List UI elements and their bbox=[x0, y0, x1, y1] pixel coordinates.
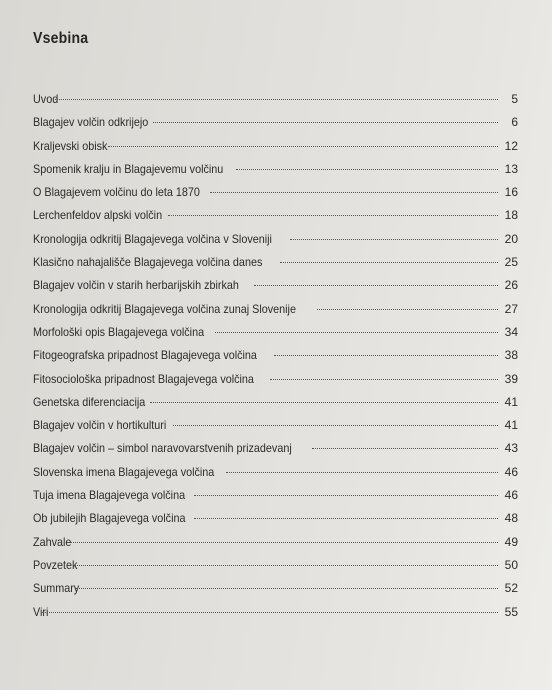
toc-entry bbox=[33, 535, 518, 558]
toc-entry-page-number: 49 bbox=[504, 534, 518, 549]
toc-entry-page-number: 55 bbox=[504, 604, 518, 619]
dot-leader bbox=[280, 262, 498, 263]
dot-leader bbox=[153, 122, 498, 123]
dot-leader bbox=[254, 285, 498, 286]
toc-entry bbox=[33, 208, 518, 231]
toc-entry-title: Genetska diferenciacija bbox=[33, 394, 146, 409]
dot-leader bbox=[312, 448, 498, 449]
dot-leader bbox=[68, 542, 498, 543]
dot-leader bbox=[42, 612, 498, 613]
toc-entry bbox=[33, 418, 518, 441]
toc-entry-title: Tuja imena Blagajevega volčina bbox=[33, 488, 186, 503]
toc-entry-page-number: 12 bbox=[504, 138, 518, 153]
toc-entry-title: Fitosociološka pripadnost Blagajevega volčina bbox=[33, 371, 254, 386]
toc-entry-title: Zahvale bbox=[33, 534, 72, 549]
toc-entry bbox=[33, 232, 518, 255]
toc-entry-title: Viri bbox=[33, 604, 49, 619]
dot-leader bbox=[236, 169, 498, 170]
toc-entry-title: Blagajev volčin v hortikulturi bbox=[33, 418, 167, 433]
toc-entry bbox=[33, 581, 518, 604]
toc-entry-page-number: 46 bbox=[504, 464, 518, 479]
dot-leader bbox=[108, 146, 498, 147]
toc-entry-page-number: 5 bbox=[511, 92, 518, 106]
toc-entry-page-number: 48 bbox=[504, 511, 518, 526]
dot-leader bbox=[168, 215, 498, 216]
dot-leader bbox=[74, 565, 498, 566]
dot-leader bbox=[290, 239, 498, 240]
toc-entry-page-number: 6 bbox=[511, 115, 518, 130]
toc-entry-page-number: 18 bbox=[504, 208, 518, 223]
toc-entry-page-number: 20 bbox=[504, 231, 518, 246]
toc-entry bbox=[33, 302, 518, 325]
toc-entry-title: Blagajev volčin v starih herbarijskih zbirkah bbox=[33, 278, 239, 293]
toc-entry-title: Blagajev volčin – simbol naravovarstvenih prizadevanj bbox=[33, 441, 292, 456]
toc-entry-title: Klasično nahajališče Blagajevega volčina danes bbox=[33, 255, 263, 270]
toc-entry-page-number: 34 bbox=[504, 324, 518, 339]
toc-entry-title: Ob jubilejih Blagajevega volčina bbox=[33, 511, 186, 526]
toc-entry-title: Morfološki opis Blagajevega volčina bbox=[33, 324, 205, 339]
table-of-contents bbox=[33, 92, 518, 628]
toc-entry-title: Lerchenfeldov alpski volčin bbox=[33, 208, 163, 223]
toc-entry-title: Blagajev volčin odkrijejo bbox=[33, 115, 149, 130]
toc-entry bbox=[33, 185, 518, 208]
dot-leader bbox=[53, 99, 498, 100]
dot-leader bbox=[226, 472, 498, 473]
toc-entry-page-number: 52 bbox=[504, 581, 518, 596]
toc-entry-title: Kronologija odkritij Blagajevega volčina zunaj Slovenije bbox=[33, 301, 296, 316]
dot-leader bbox=[150, 402, 498, 403]
toc-entry-title: O Blagajevem volčinu do leta 1870 bbox=[33, 185, 200, 200]
dot-leader bbox=[270, 379, 498, 380]
toc-entry bbox=[33, 372, 518, 395]
toc-entry-title: Slovenska imena Blagajevega volčina bbox=[33, 464, 215, 479]
toc-entry-page-number: 27 bbox=[504, 301, 518, 316]
dot-leader bbox=[76, 588, 498, 589]
toc-entry bbox=[33, 325, 518, 348]
toc-entry bbox=[33, 465, 518, 488]
toc-entry bbox=[33, 395, 518, 418]
page-title: Vsebina bbox=[33, 30, 89, 47]
toc-entry-page-number: 43 bbox=[504, 441, 518, 456]
toc-entry-title: Fitogeografska pripadnost Blagajevega volčina bbox=[33, 348, 257, 363]
toc-entry bbox=[33, 278, 518, 301]
toc-entry bbox=[33, 605, 518, 628]
toc-entry-page-number: 41 bbox=[504, 418, 518, 433]
toc-entry-page-number: 50 bbox=[504, 557, 518, 572]
dot-leader bbox=[210, 192, 498, 193]
toc-entry-title: Povzetek bbox=[33, 557, 78, 572]
toc-entry-page-number: 26 bbox=[504, 278, 518, 293]
toc-entry-title: Kraljevski obisk bbox=[33, 138, 108, 153]
toc-entry-title: Summary bbox=[33, 581, 80, 596]
toc-entry bbox=[33, 511, 518, 534]
toc-entry-page-number: 38 bbox=[504, 348, 518, 363]
toc-entry bbox=[33, 139, 518, 162]
toc-entry-page-number: 13 bbox=[504, 161, 518, 176]
dot-leader bbox=[317, 309, 498, 310]
toc-entry bbox=[33, 558, 518, 581]
toc-entry bbox=[33, 162, 518, 185]
toc-entry-page-number: 25 bbox=[504, 255, 518, 270]
dot-leader bbox=[194, 518, 498, 519]
toc-entry bbox=[33, 488, 518, 511]
toc-entry-title: Uvod bbox=[33, 92, 59, 106]
toc-entry-page-number: 16 bbox=[504, 185, 518, 200]
toc-entry-page-number: 46 bbox=[504, 488, 518, 503]
toc-entry-title: Spomenik kralju in Blagajevemu volčinu bbox=[33, 161, 224, 176]
toc-entry bbox=[33, 348, 518, 371]
toc-entry bbox=[33, 441, 518, 464]
toc-entry bbox=[33, 92, 518, 115]
toc-entry-page-number: 39 bbox=[504, 371, 518, 386]
toc-entry bbox=[33, 255, 518, 278]
toc-entry bbox=[33, 115, 518, 138]
toc-entry-title: Kronologija odkritij Blagajevega volčina v Sloveniji bbox=[33, 231, 272, 246]
dot-leader bbox=[274, 355, 498, 356]
dot-leader bbox=[194, 495, 498, 496]
dot-leader bbox=[215, 332, 498, 333]
toc-entry-page-number: 41 bbox=[504, 394, 518, 409]
dot-leader bbox=[173, 425, 498, 426]
